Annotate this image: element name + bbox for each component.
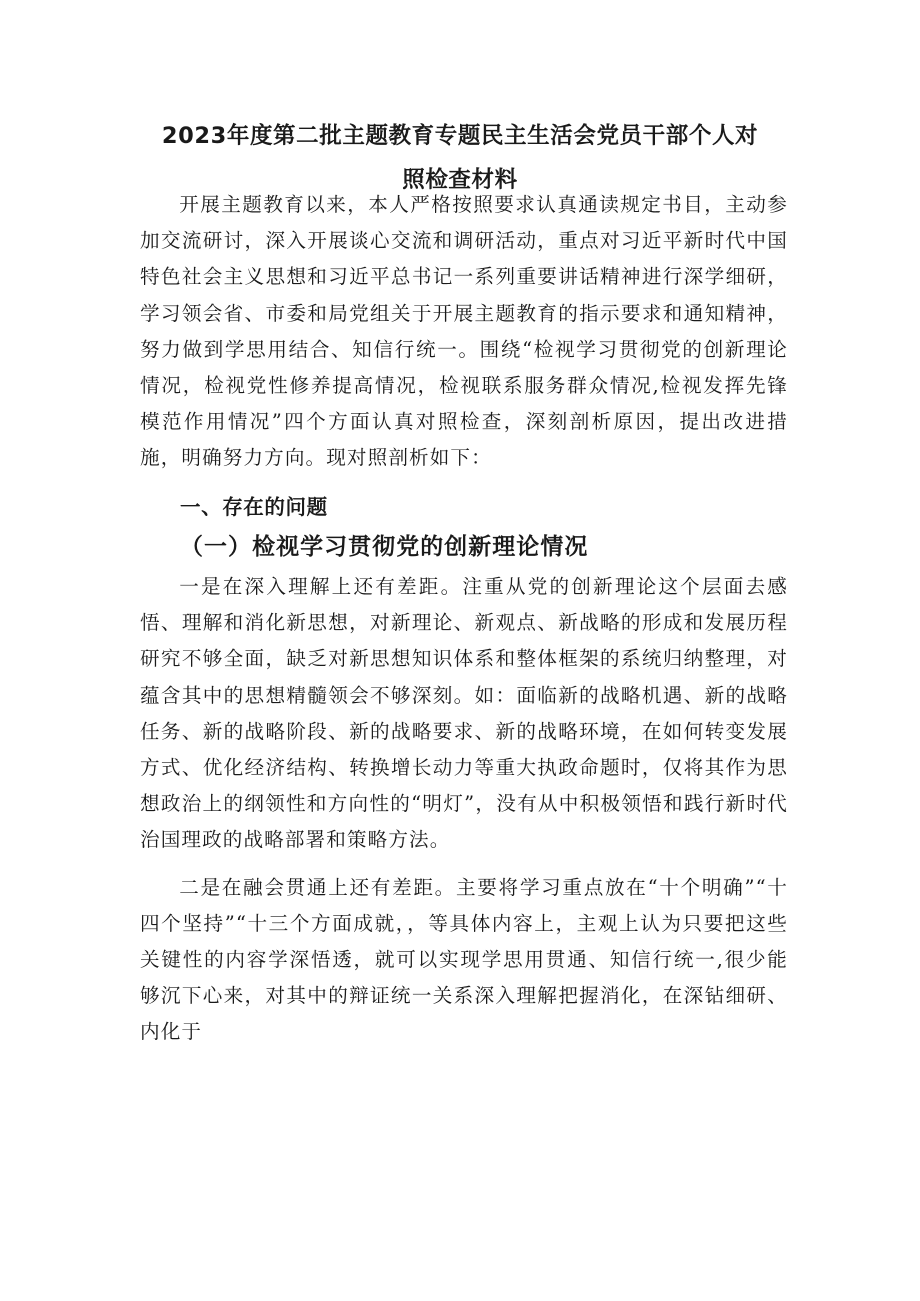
body-paragraph: 一是在深入理解上还有差距。注重从党的创新理论这个层面去感悟、理解和消化新思想，对新理论、新观点、新战略的形成和发展历程研究不够全面，缺乏对新思想知识体系和整体框架的系统归纳整理，对蕴含其中的思想精髓领会不够深刻。如：面临新的战略机遇、新的战略任务、新的战略阶段、新的战略要求、新的战略环境，在如何转变发展方式、优化经济结构、转换增长动力等重大执政命题时，仅将其作为思想政治上的纲领性和方向性的“明灯”，没有从中积极领悟和践行新时代治国理政的战略部署和策略方法。 bbox=[140, 575, 788, 852]
intro-paragraph: 开展主题教育以来，本人严格按照要求认真通读规定书目，主动参加交流研讨，深入开展谈心交流和调研活动，重点对习近平新时代中国特色社会主义思想和习近平总书记一系列重要讲话精神进行深学细研，学习领会省、市委和局党组关于开展主题教育的指示要求和通知精神，努力做到学思用结合、知信行统一。围绕“检视学习贯彻党的创新理论情况，检视党性修养提高情况，检视联系服务群众情况,检视发挥先锋模范作用情况”四个方面认真对照检查，深刻剖析原因，提出改进措施，明确努力方向。现对照剖析如下： bbox=[140, 193, 788, 470]
document-title-line-1: 2023年度第二批主题教育专题民主生活会党员干部个人对 bbox=[161, 123, 759, 149]
document-title-line-2: 照检查材料 bbox=[402, 167, 518, 193]
body-paragraph: 二是在融会贯通上还有差距。主要将学习重点放在“十个明确”“十四个坚持”“十三个方面成就，，等具体内容上，主观上认为只要把这些关键性的内容学深悟透，就可以实现学思用贯通、知信行统一,很少能够沉下心来，对其中的辩证统一关系深入理解把握消化，在深钻细研、内化于 bbox=[140, 875, 788, 1044]
document-body bbox=[140, 187, 788, 1051]
section-heading: 一、存在的问题 bbox=[180, 494, 328, 519]
subsection-heading: （一）检视学习贯彻党的创新理论情况 bbox=[180, 532, 589, 560]
